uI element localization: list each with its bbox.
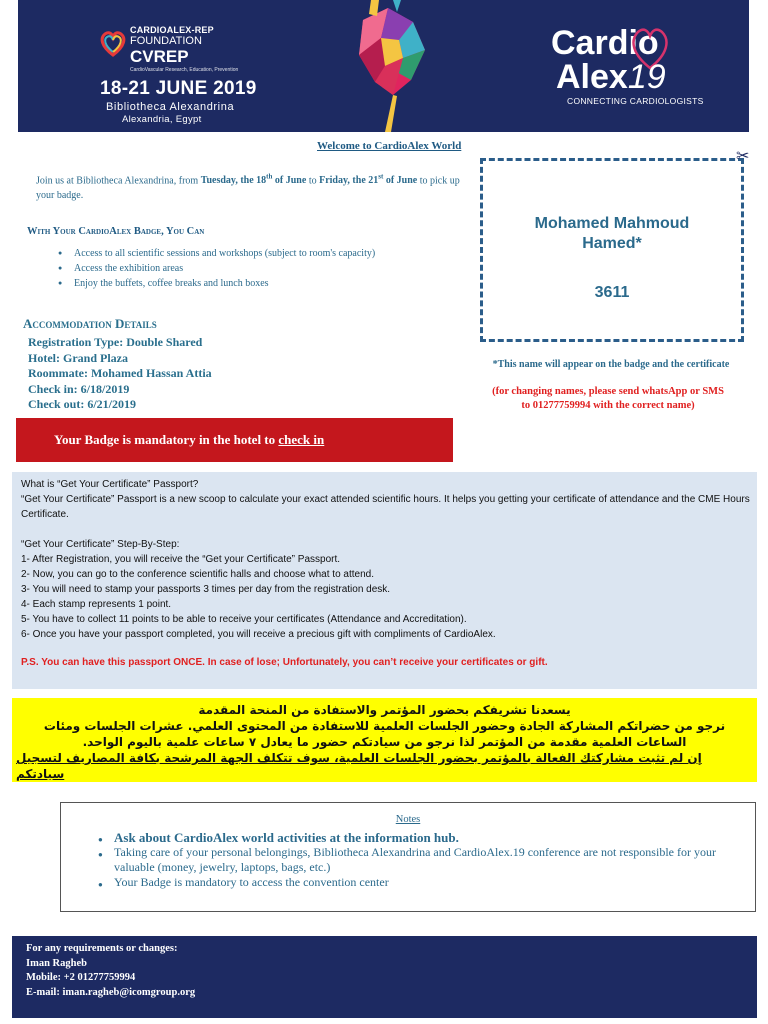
intro-text-end: to pick up your badge. — [36, 175, 460, 202]
list-item: ● Ask about CardioAlex world activities at the information hub. — [90, 830, 740, 845]
list-item: 6- Once you have your passport completed, you will receive a precious gift with compliments of CardioAlex. — [21, 629, 496, 640]
contact-name: Iman Ragheb — [26, 957, 87, 969]
list-item: ● Access to all scientific sessions and workshops (subject to room's capacity) — [50, 246, 375, 261]
event-venue: Bibliotheca Alexandrina — [106, 101, 235, 113]
arabic-line3: الساعات العلمية مقدمة من المؤتمر لذا نرجو من سيادتكم حضور ما يعادل ٧ ساعات علمية باليوم الواحد. — [82, 735, 687, 749]
contact-mobile: Mobile: +2 01277759994 — [26, 972, 136, 983]
list-item: ● Taking care of your personal belongings, Bibliotheca Alexandrina and CardioAlex.19 conference are not responsible for your valuable (money, jewelry, laptops, bags, etc.) — [90, 845, 740, 875]
hotel-name: Hotel: Grand Plaza — [28, 350, 128, 365]
welcome-intro — [36, 170, 466, 203]
intro-end-day: Friday, the 21 — [319, 175, 379, 187]
passport-steps — [21, 552, 756, 642]
list-item: ● Enjoy the buffets, coffee breaks and lunch boxes — [50, 276, 375, 291]
brand-alex: Alex — [556, 58, 628, 96]
event-city: Alexandria, Egypt — [122, 114, 202, 125]
name-change-instructions — [463, 385, 753, 413]
brand-tagline: CONNECTING CARDIOLOGISTS — [567, 96, 704, 106]
welcome-title: Welcome to CardioAlex World — [317, 140, 462, 152]
arabic-notice — [16, 702, 753, 782]
passport-ps: P.S. You can have this passport ONCE. In case of lose; Unfortunately, you can’t receive your certificates or gift. — [21, 657, 548, 668]
accommodation-details — [28, 335, 212, 413]
passport-content — [21, 477, 756, 670]
scissors-icon: ✂ — [736, 148, 750, 165]
passport-question: What is “Get Your Certificate” Passport? — [21, 479, 199, 490]
notes-title: Notes — [395, 814, 421, 825]
badge-mandatory-label: Your Badge is mandatory in the hotel to — [54, 432, 279, 447]
attendee-name — [480, 214, 744, 254]
heart-artwork-icon — [333, 0, 443, 132]
badge-benefits-title: With Your CardioAlex Badge, You Can — [27, 226, 205, 237]
org-name-line2: FOUNDATION — [130, 35, 202, 47]
intro-start-day: Tuesday, the 18 — [200, 175, 267, 187]
list-item: 4- Each stamp represents 1 point. — [21, 599, 172, 610]
org-acronym: CVREP — [130, 47, 189, 66]
badge-benefits-list — [50, 246, 375, 291]
list-item: ● Your Badge is mandatory to access the convention center — [90, 875, 740, 890]
badge-mandatory-text — [54, 432, 324, 448]
list-item: 1- After Registration, you will receive the “Get your Certificate” Passport. — [21, 554, 341, 565]
brand-line1: Cardio — [551, 24, 659, 62]
list-item: ● Access the exhibition areas — [50, 261, 375, 276]
roommate: Roommate: Mohamed Hassan Attia — [28, 366, 212, 380]
list-item: 2- Now, you can go to the conference scientific halls and choose what to attend. — [21, 569, 374, 580]
intro-text-a: Join us at Bibliotheca Alexandrina, from — [36, 175, 201, 187]
name-change-line2: to 01277759994 with the correct name) — [521, 400, 695, 411]
accommodation-title: Accommodation Details — [23, 316, 157, 331]
arabic-line4: إن لم تثبت مشاركتك الفعالة بالمؤتمر بحضور الجلسات العلمية، سوف تتكلف الجهة المرشحة بكافة المصاريف لتسجيل سيادتكم — [16, 751, 702, 781]
contact-email[interactable]: E-mail: iman.ragheb@icomgroup.org — [26, 986, 196, 998]
event-dates: 18-21 JUNE 2019 — [100, 78, 257, 99]
header-banner — [18, 0, 749, 132]
contact-details — [26, 942, 195, 1000]
check-out-date: Check out: 6/21/2019 — [28, 397, 136, 411]
notes-list — [90, 830, 740, 890]
intro-end-suffix: st — [378, 173, 384, 181]
registration-type: Registration Type: Double Shared — [28, 335, 203, 349]
name-change-line1: (for changing names, please send whatsApp or SMS — [492, 386, 724, 397]
arabic-line2: نرجو من حضراتكم المشاركة الجادة وحضور الجلسات العلمية للاستفادة من المحتوى العلمي. عشرات الجلسات ومئات — [43, 719, 726, 733]
org-tagline: CardioVascular Research, Education, Prevention — [130, 67, 239, 73]
check-in-date: Check in: 6/18/2019 — [28, 381, 130, 396]
intro-text-to: to — [306, 175, 320, 187]
passport-steps-title: “Get Your Certificate” Step-By-Step: — [21, 539, 180, 550]
check-in-link[interactable]: check in — [278, 432, 325, 447]
brand-year: 19 — [627, 58, 666, 96]
attendee-number: 3611 — [594, 284, 630, 301]
name-note: *This name will appear on the badge and the certificate — [492, 359, 730, 370]
passport-description: “Get Your Certificate” Passport is a new scoop to calculate your exact attended scientific hours. It helps you getting your certificate of attendance and the CME Hours Certificate. — [21, 494, 750, 520]
list-item: 3- You will need to stamp your passports 3 times per day from the registration desk. — [21, 584, 391, 595]
org-name-line1: CARDIOALEX-REP — [130, 25, 214, 35]
attendee-name-line2: Hamed* — [582, 235, 642, 252]
contact-heading: For any requirements or changes: — [26, 943, 178, 954]
intro-start-month: of June — [272, 175, 307, 187]
attendee-name-line1: Mohamed Mahmoud — [534, 215, 690, 232]
list-item: 5- You have to collect 11 points to be able to receive your certificates (Attendance and Accreditation). — [21, 614, 467, 625]
cvrep-heart-logo-icon — [98, 28, 128, 58]
intro-start-suffix: th — [266, 173, 273, 181]
intro-end-month: of June — [383, 175, 418, 187]
brand-line2 — [556, 60, 666, 94]
arabic-line1: يسعدنا تشريفكم بحضور المؤتمر والاستفادة من المنحة المقدمة — [198, 703, 571, 717]
